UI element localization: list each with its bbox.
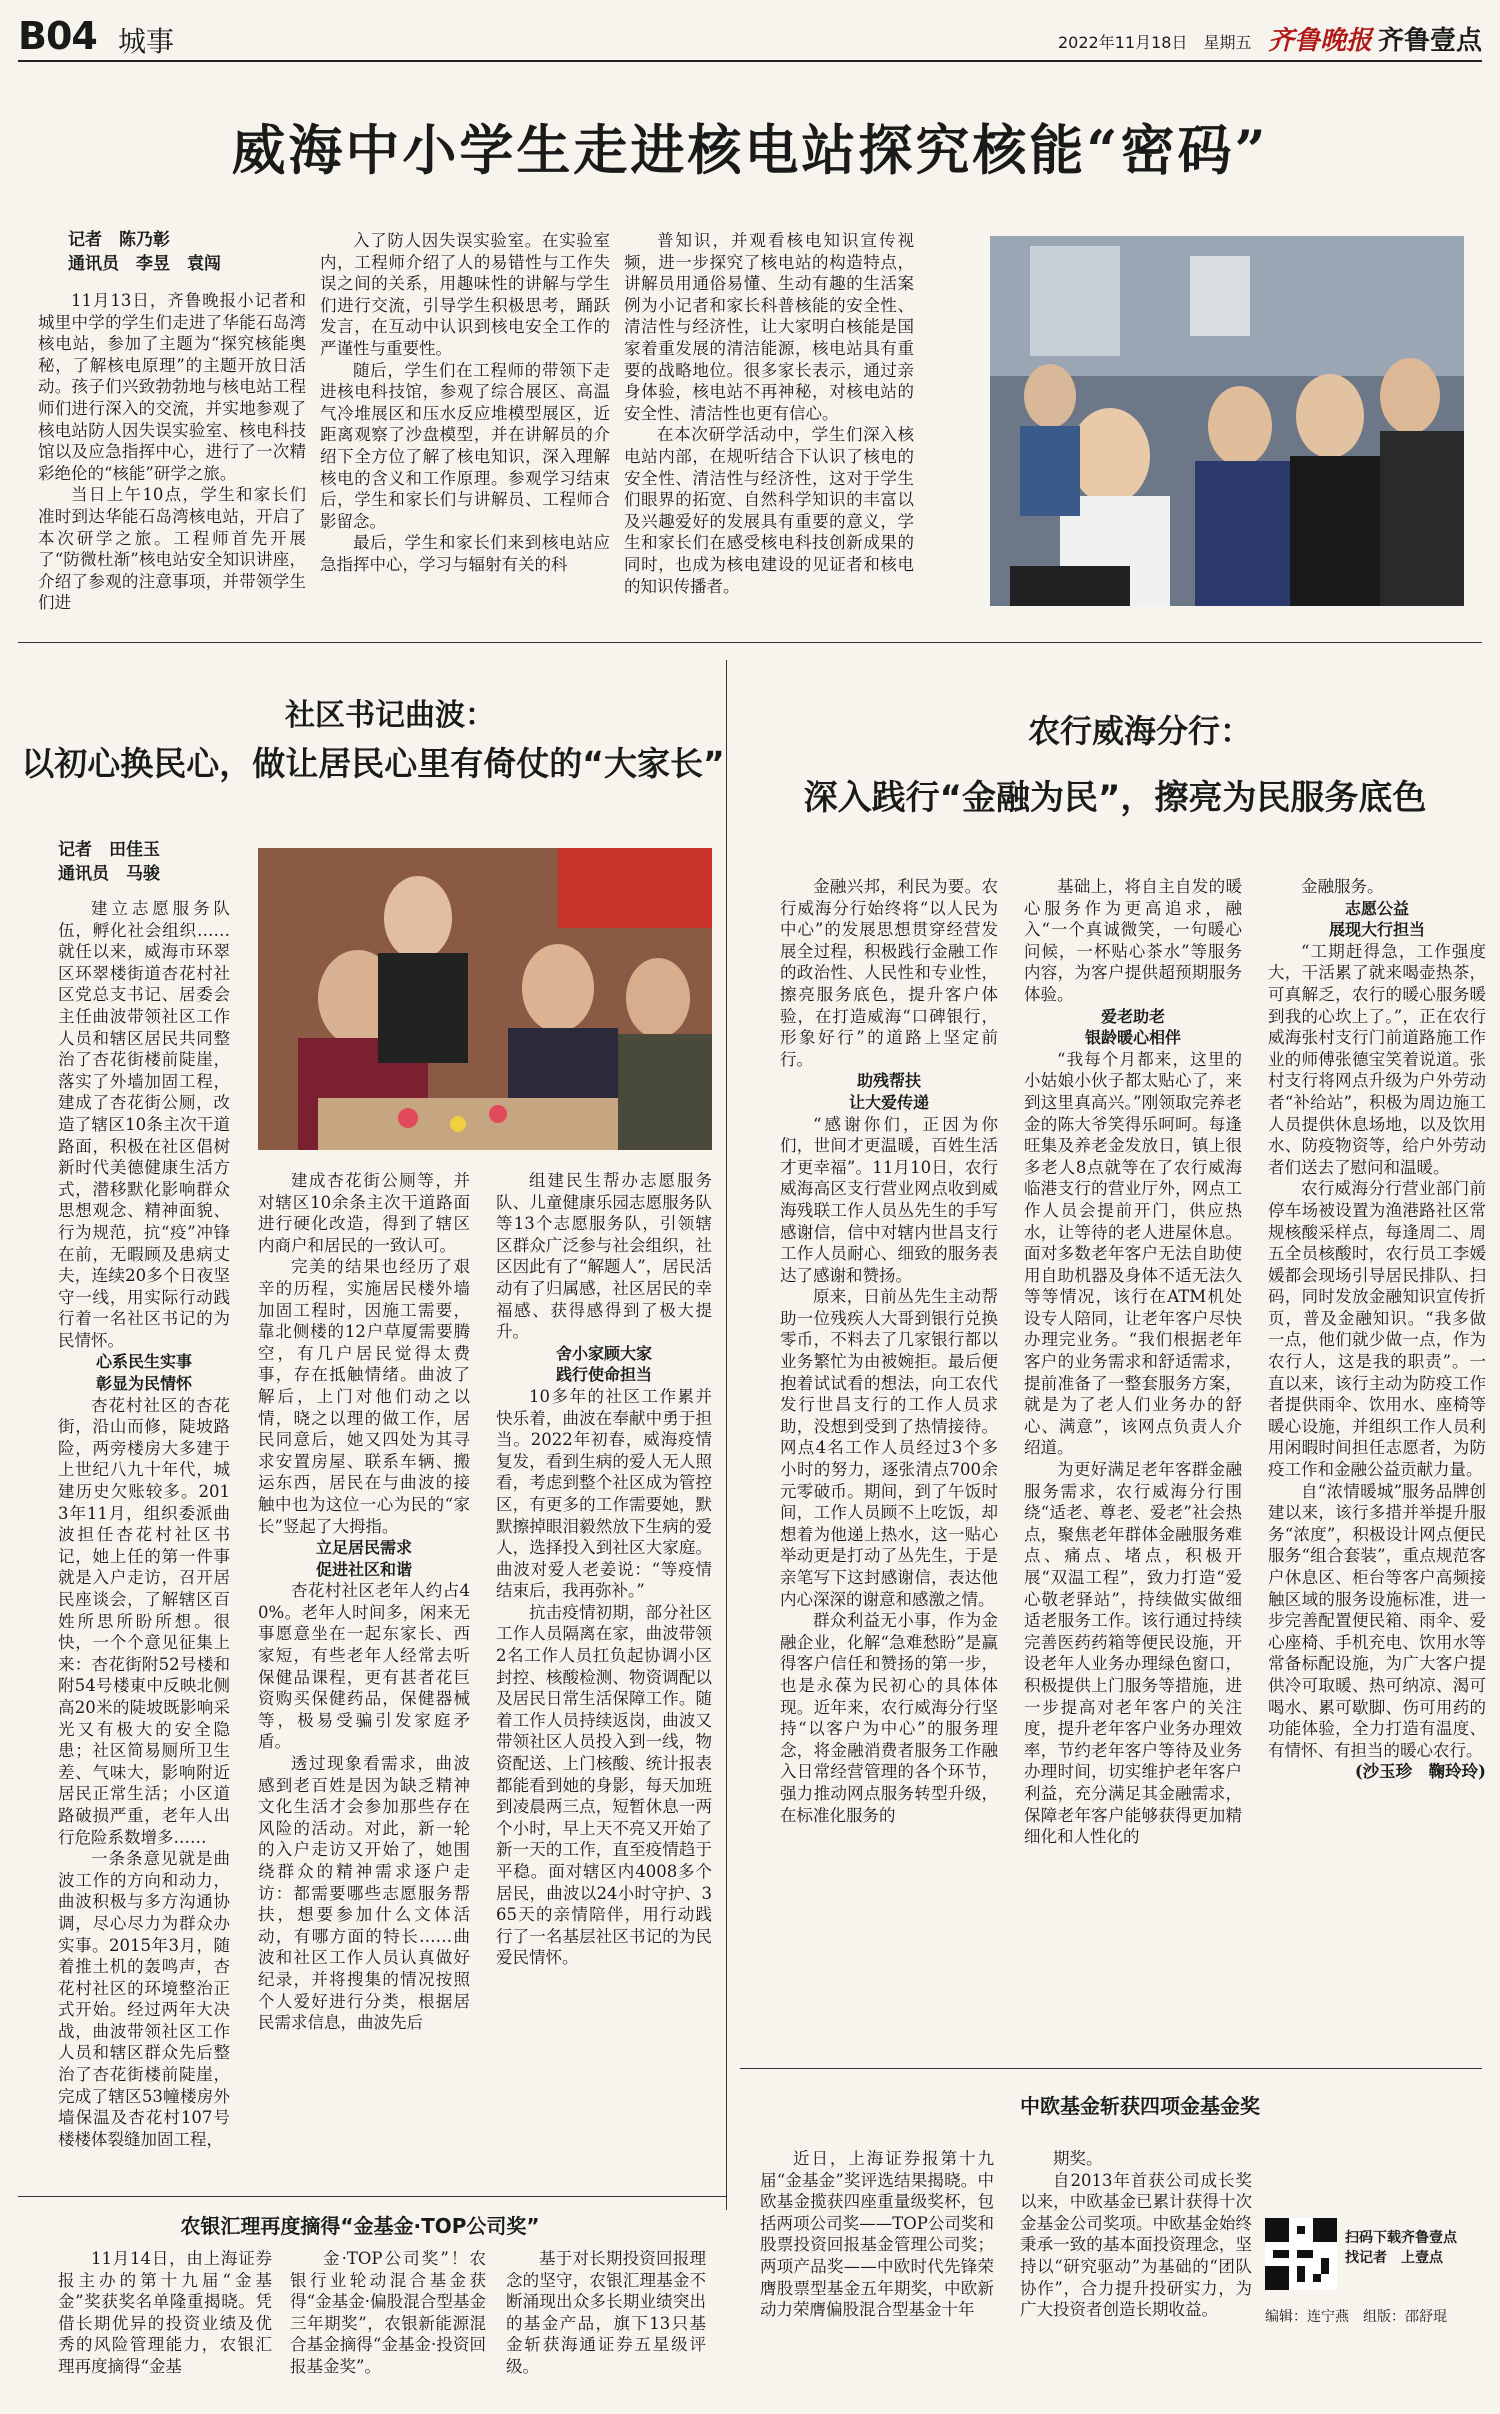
byline-correspondent: 通讯员 李昱 袁闯 xyxy=(68,254,221,274)
article3-column-3 xyxy=(1268,876,1486,2058)
paragraph: 为更好满足老年客群金融服务需求，农行威海分行围绕“适老、尊老、爱老”社会热点，聚焦老年群体金融服务难点、痛点、堵点，积极开展“双温工程”，致力打造“爱心敬老驿站”，持续做实做细适老服务工作。该行通过持续完善医药药箱等便民设施，开设老年人业务办理绿色窗口，积极提供上门服务等措施，进一步提高对老年客户的关注度，提升老年客户业务办理效率，节约老年客户等待及业务办理时间，切实维护老年客户利益，充分满足其金融需求，保障老年客户能够获得更加精细化和人性化的 xyxy=(1024,1460,1242,1847)
article1-column-2 xyxy=(320,230,610,630)
article4-column-1 xyxy=(760,2148,994,2390)
article2-headline-line2: 以初心换民心，做让居民心里有倚仗的“大家长” xyxy=(21,744,725,783)
article5-column-3 xyxy=(506,2248,706,2398)
paragraph: 抗击疫情初期，部分社区工作人员隔离在家，曲波带领2名工作人员扛负起协调小区封控、核酸检测、物资调配以及居民日常生活保障工作。随着工作人员持续返岗，曲波又带领社区人员投入到一线，物资配送、上门核酸、统计报表都能看到她的身影，每天加班到凌晨两三点，短暂休息一两个小时，早上天不亮又开始了新一天的工作，直至疫情趋于平稳。面对辖区内4008多个居民，曲波以24小时守护、365天的亲情陪伴，用行动践行了一名基层社区书记的为民爱民情怀。 xyxy=(496,1602,712,1968)
article4-column-2 xyxy=(1020,2148,1252,2390)
paragraph: 一条条意见就是曲波工作的方向和动力，曲波积极与多方沟通协调，尽心尽力为群众办实事。2015年3月，随着推土机的轰鸣声，杏花村社区的环境整治正式开始。经过两年大决战，曲波带领社区工作人员和辖区群众先后整治了杏花街楼前陡崖，完成了辖区53幢楼房外墙保温及杏花村107号楼楼体裂缝加固工程， xyxy=(58,1849,230,2149)
subheading: 心系民生实事 xyxy=(95,1352,192,1372)
paragraph: 杏花村社区老年人约占40%。老年人时间多，闲来无事愿意坐在一起东家长、西家短，有些老年人经常去听保健品课程，更有甚者花巨资购买保健药品，保健器械等，极易受骗引发家庭矛盾。 xyxy=(258,1581,470,1752)
byline-correspondent: 通讯员 马骏 xyxy=(58,864,160,884)
paragraph: 杏花村社区的杏花街，沿山而修，陡坡路险，两旁楼房大多建于上世纪八九十年代，城建历史欠账较多。2013年11月，组织委派曲波担任杏花村社区书记，她上任的第一件事就是入户走访，召开居民座谈会，了解辖区百姓所思所盼所想。很快，一个个意见征集上来：杏花街附52号楼和附54号楼東中反映北侧高20米的陡坡既影响采光又有极大的安全隐患；社区简易厕所卫生差、气味大，影响附近居民正常生活；小区道路破损严重，老年人出行危险系数增多…… xyxy=(58,1395,230,1847)
paragraph: 随后，学生们在工程师的带领下走进核电科技馆，参观了综合展区、高温气冷堆展区和压水反应堆模型展区，近距离观察了沙盘模型，并在讲解员的介绍下全方位了解了核电知识，深入理解核电的含义和工作原理。参观学习结束后，学生和家长们与讲解员、工程师合影留念。 xyxy=(320,360,610,531)
paragraph: “我每个月都来，这里的小姑娘小伙子都太贴心了，来到这里真高兴。”刚领取完养老金的陈大爷笑得乐呵呵。每逢旺集及养老金发放日，镇上很多老人8点就等在了农行威海临港支行的营业厅外，网点工作人员会提前开门，供应热水，让等待的老人进屋休息。面对多数老年客户无法自助使用自助机器及身体不适无法久等等情况，该行在ATM机处设专人陪同，让老年客户尽快办理完业务。“我们根据老年客户的业务需求和舒适需求，提前准备了一整套服务方案，就是为了老人们业务办的舒心、满意”，该网点负责人介绍道。 xyxy=(1024,1049,1242,1458)
subheading: 彰显为民情怀 xyxy=(95,1374,192,1394)
paragraph: 自“浓情暖城”服务品牌创建以来，该行多措并举提升服务“浓度”，积极设计网点便民服务“组合套装”，重点规范客户休息区、柜台等客户高频接触区域的服务设施标准，进一步完善配置便民箱、雨伞、爱心座椅、手机充电、饮用水等常备标配设施，为广大客户提供冷可取暖、热可纳凉、渴可喝水、累可歇脚、伤可用药的功能体验，全力打造有温度、有情怀、有担当的暖心农行。 xyxy=(1268,1481,1486,1760)
article4-headline: 中欧基金斩获四项金基金奖 xyxy=(1020,2094,1260,2118)
paragraph: 完美的结果也经历了艰辛的历程，实施居民楼外墙加固工程时，因施工需要，靠北侧楼的12户草厦需要腾空，有几户居民觉得太费事，存在抵触情绪。曲波了解后，上门对他们动之以情，晓之以理的做工作，居民同意后，她又四处为其寻求安置房屋、联系车辆、搬运东西，居民在与曲波的接触中也为这位一心为民的“家长”竖起了大拇指。 xyxy=(258,1257,470,1536)
paragraph: 在本次研学活动中，学生们深入核电站内部，在规听结合下认识了核电的安全性、清洁性与经济性，这对于学生们眼界的拓宽、自然科学知识的丰富以及兴趣爱好的发展具有重要的意义，学生和家长们在感受核电科技创新成果的同时，也成为核电建设的见证者和核电的知识传播者。 xyxy=(624,425,914,596)
subheading: 银龄暖心相伴 xyxy=(1084,1028,1181,1048)
article1-byline xyxy=(68,228,221,276)
paragraph: 近日，上海证券报第十九届“金基金”奖评选结果揭晓。中欧基金揽获四座重量级奖杯，包括两项公司奖——TOP公司奖和股票投资回报基金管理公司奖；两项产品奖——中欧时代先锋荣膺股票型基金五年期奖，中欧新动力荣膺偏股混合型基金十年 xyxy=(760,2149,994,2320)
article2-byline xyxy=(58,838,160,886)
nuclear-visit-photo xyxy=(990,236,1464,606)
section-divider xyxy=(18,642,1482,643)
app-logo: 齐鲁壹点 xyxy=(1378,26,1483,56)
paragraph: 10多年的社区工作累并快乐着，曲波在奉献中勇于担当。2022年初春，威海疫情复发，看到生病的爱人无人照看，考虑到整个社区成为管控区，有更多的工作需要她，默默擦掉眼泪毅然放下生病的爱人，选择投入到社区大家庭。曲波对爱人老姜说：“等疫情结束后，我再弥补。” xyxy=(496,1386,712,1601)
subheading: 践行使命担当 xyxy=(555,1365,652,1385)
paragraph: 当日上午10点，学生和家长们准时到达华能石岛湾核电站，开启了本次研学之旅。工程师首先开展了“防微杜渐”核电站安全知识讲座，介绍了参观的注意事项，并带领学生们进 xyxy=(38,485,306,613)
article2-column-3 xyxy=(496,1170,712,2188)
page-header xyxy=(18,12,1482,62)
subheading: 助残帮扶 xyxy=(856,1071,921,1091)
article5-column-2 xyxy=(290,2248,486,2398)
qr-code-icon[interactable] xyxy=(1265,2218,1337,2290)
paragraph: 基于对长期投资回报理念的坚守，农银汇理基金不断涌现出众多长期业绩突出的基金产品，旗下13只基金斩获海通证券五星级评级。 xyxy=(506,2249,706,2376)
subheading: 舍小家顾大家 xyxy=(555,1343,652,1363)
editor-credits: 编辑：连宁燕 组版：邵舒琨 xyxy=(1265,2309,1447,2325)
paragraph: 建立志愿服务队伍，孵化社会组织……就任以来，威海市环翠区环翠楼街道杏花村社区党总支书记、居委会主任曲波带领社区工作人员和辖区居民共同整治了杏花街楼前陡崖，落实了外墙加固工程，建成了杏花街公厕，改造了辖区10条主次干道路面，积极在社区倡树新时代美德健康生活方式，潜移默化影响群众思想观念、精神面貌、行为规范，抗“疫”冲锋在前，无暇顾及患病丈夫，连续20多个日夜坚守一线，用实际行动践行着一名社区书记的为民情怀。 xyxy=(58,899,230,1350)
article2-column-1 xyxy=(58,898,230,2188)
subheading: 志愿公益 xyxy=(1344,898,1409,918)
article5-headline: 农银汇理再度摘得“金基金·TOP公司奖” xyxy=(180,2214,540,2238)
paragraph: “工期赶得急，工作强度大，干活累了就来喝壶热茶，可真解乏，农行的暖心服务暖到我的心坎上了。”，正在农行威海张村支行门前道路施工作业的师傅张德宝笑着说道。张村支行将网点升级为户外劳动者“补给站”，积极为周边施工人员提供休息场地，以及饮用水、防疫物资等，给户外劳动者们送去了慰问和温暖。 xyxy=(1268,941,1486,1177)
subheading: 爱老助老 xyxy=(1100,1006,1165,1026)
article5-column-1 xyxy=(58,2248,272,2398)
byline-reporter: 记者 陈乃彰 xyxy=(68,230,170,250)
section-divider xyxy=(18,2196,726,2197)
article1-column-1 xyxy=(38,290,306,630)
subheading: 立足居民需求 xyxy=(315,1538,412,1558)
article1-headline: 威海中小学生走进核电站探究核能“密码” xyxy=(231,118,1269,182)
byline-reporter: 记者 田佳玉 xyxy=(58,840,160,860)
newspaper-logo: 齐鲁晚报 xyxy=(1268,26,1373,56)
subheading: 促进社区和谐 xyxy=(315,1559,412,1579)
paragraph: 金·TOP公司奖”！农银行业轮动混合基金获得“金基金·偏股混合型基金三年期奖”，农银新能源混合基金摘得“金基金·投资回报基金奖”。 xyxy=(290,2249,486,2376)
article3-column-1 xyxy=(780,876,998,2058)
paragraph: 透过现象看需求，曲波感到老百姓是因为缺乏精神文化生活才会参加那些存在风险的活动。对此，新一轮的入户走访又开始了，她围绕群众的精神需求逐户走访：都需要哪些志愿服务帮扶，想要参加什么文体活动，有哪方面的特长……曲波和社区工作人员认真做好纪录，并将搜集的情况按照个人爱好进行分类，根据居民需求信息，曲波先后 xyxy=(258,1754,470,2033)
subheading: 展现大行担当 xyxy=(1328,920,1425,940)
qr-caption: 扫码下载齐鲁壹点 找记者 上壹点 xyxy=(1345,2230,1471,2266)
paragraph: 普知识，并观看核电知识宣传视频，进一步探究了核电站的构造特点，讲解员用通俗易懂、生动有趣的生活案例为小记者和家长科普核能的安全性、清洁性与经济性，让大家明白核能是国家着重发展的清洁能源，核电站具有重要的战略地位。很多家长表示，通过亲身体验，核电站不再神秘，对核电站的安全性、清洁性也更有信心。 xyxy=(624,231,914,423)
paragraph: 期奖。 xyxy=(1053,2149,1103,2168)
paragraph: 入了防人因失误实验室。在实验室内，工程师介绍了人的易错性与工作失误之间的关系，用趣味性的讲解与学生们进行交流，引导学生积极思考，踊跃发言，在互动中认识到核电安全工作的严谨性与重要性。 xyxy=(320,231,610,358)
article3-headline-line2: 深入践行“金融为民”，擦亮为民服务底色 xyxy=(803,778,1427,818)
paragraph: 最后，学生和家长们来到核电站应急指挥中心，学习与辐射有关的科 xyxy=(320,533,610,574)
page-code: B04 xyxy=(18,14,97,58)
section-name: 城事 xyxy=(118,25,175,58)
author-signature: (沙玉珍 鞠玲玲) xyxy=(1354,1762,1486,1782)
community-secretary-photo xyxy=(258,848,712,1150)
subheading: 让大爱传递 xyxy=(848,1092,929,1112)
article2-column-2 xyxy=(258,1170,470,2188)
section-divider xyxy=(740,2068,1482,2069)
paragraph: 自2013年首获公司成长奖以来，中欧基金已累计获得十次金基金公司奖项。中欧基金始终秉承一致的基本面投资理念，坚持以“研究驱动”为基础的“团队协作”，合力提升投研实力，为广大投资者创造长期收益。 xyxy=(1020,2170,1252,2320)
paragraph: 11月14日，由上海证券报主办的第十九届“金基金”奖获奖名单隆重揭晓。凭借长期优异的投资业绩及优秀的风险管理能力，农银汇理再度摘得“金基 xyxy=(58,2249,272,2376)
paragraph: 建成杏花街公厕等，并对辖区10余条主次干道路面进行硬化改造，得到了辖区内商户和居民的一致认可。 xyxy=(258,1171,470,1255)
paragraph: 金融服务。 xyxy=(1301,877,1384,896)
article3-column-2 xyxy=(1024,876,1242,2058)
paragraph: 群众利益无小事，作为金融企业，化解“急难愁盼”是赢得客户信任和赞扬的第一步，也是永葆为民初心的具体体现。近年来，农行威海分行坚持“以客户为中心”的服务理念，将金融消费者服务工作融入日常经营管理的各个环节，强力推动网点服务转型升级，在标准化服务的 xyxy=(780,1611,998,1825)
paragraph: 农行威海分行营业部门前停车场被设置为渔港路社区常规核酸采样点，每逢周二、周五全员核酸时，农行员工李媛媛都会现场引导居民排队、扫码，同时发放金融知识宣传折页，普及金融知识。“我多做一点，他们就少做一点，作为农行人，这是我的职责”。一直以来，该行主动为防疫工作者提供雨伞、饮用水、座椅等暖心设施，并组织工作人员利用闲暇时间担任志愿者，为防疫工作和金融公益贡献力量。 xyxy=(1268,1179,1486,1480)
column-divider xyxy=(726,660,727,2210)
paragraph: 原来，日前丛先生主动帮助一位残疾人大哥到银行兑换零币，不料去了几家银行都以业务繁忙为由被婉拒。最后便抱着试试看的想法，向工农代发行世昌支行的工作人员求助，没想到受到了热情接待。网点4名工作人员经过3个多小时的努力，逐张清点700余元零破币。期间，到了午饭时间，工作人员顾不上吃饭，却想着为他递上热水，这一贴心举动更是打动了丛先生，于是亲笔写下这封感谢信，表达他内心深深的谢意和感激之情。 xyxy=(780,1287,998,1609)
article1-column-3 xyxy=(624,230,914,630)
article2-headline-line1: 社区书记曲波： xyxy=(285,698,495,733)
paragraph: 组建民生帮办志愿服务队、儿童健康乐园志愿服务队等13个志愿服务队，引领辖区群众广泛参与社会组织，社区因此有了“解题人”，居民活动有了归属感，社区居民的幸福感、获得感得到了极大提升。 xyxy=(496,1171,712,1342)
issue-date: 2022年11月18日 星期五 xyxy=(1058,33,1252,52)
paragraph: 基础上，将自主自发的暖心服务作为更高追求，融入“一个真诚微笑，一句暖心问候，一杯贴心茶水”等服务内容，为客户提供超预期服务体验。 xyxy=(1024,877,1242,1004)
photo-illustration xyxy=(258,848,712,1150)
paragraph: 金融兴邦，利民为要。农行威海分行始终将“以人民为中心”的发展思想贯穿经营发展全过程，积极践行金融工作的政治性、人民性和专业性，擦亮服务底色，提升客户体验，在打造威海“口碑银行，形象好行”的道路上坚定前行。 xyxy=(780,877,998,1069)
article3-headline-line1: 农行威海分行： xyxy=(1027,712,1252,750)
photo-illustration xyxy=(990,236,1464,606)
paragraph: 11月13日，齐鲁晚报小记者和城里中学的学生们走进了华能石岛湾核电站，参加了主题为“探究核能奥秘，了解核电原理”的主题开放日活动。孩子们兴致勃勃地与核电站工程师们进行深入的交流，并实地参观了核电站防人因失误实验室、核电科技馆以及应急指挥中心，进行了一次精彩绝伦的“核能”研学之旅。 xyxy=(38,291,306,483)
paragraph: “感谢你们，正因为你们，世间才更温暖，百姓生活才更幸福”。11月10日，农行威海高区支行营业网点收到威海残联工作人员丛先生的手写感谢信，信中对辖内世昌支行工作人员耐心、细致的服务表达了感谢和赞扬。 xyxy=(780,1114,998,1285)
